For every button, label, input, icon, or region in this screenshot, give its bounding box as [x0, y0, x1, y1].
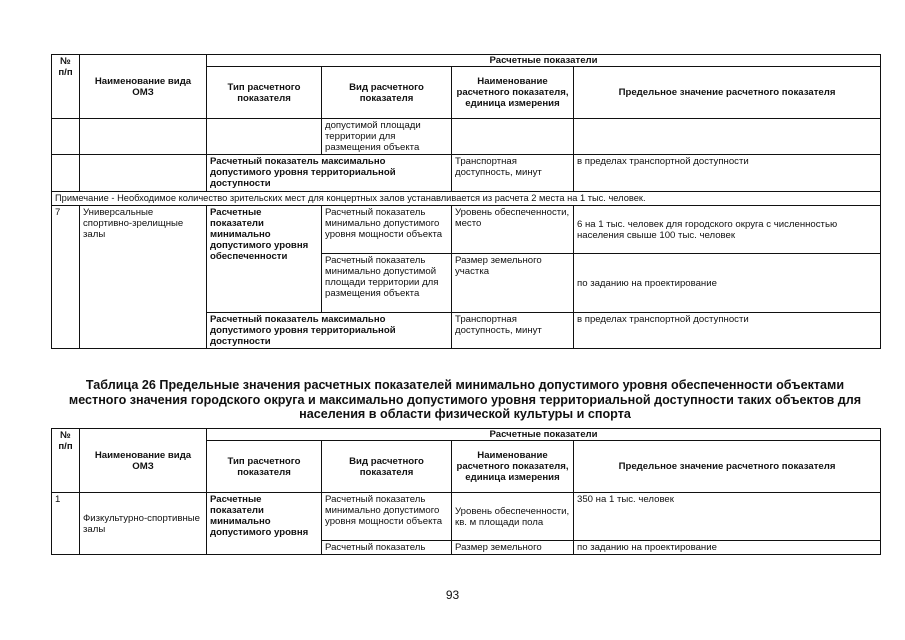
cell-indicator-kind: допустимой площади территории для размещения объекта [322, 119, 452, 155]
header-calculated-indicators: Расчетные показатели [207, 429, 881, 441]
cell-indicator-kind: Расчетный показатель минимально допустимой площади территории для размещения объекта [322, 254, 452, 313]
table-row [52, 119, 881, 155]
cell-empty [80, 119, 207, 155]
cell-indicator-unit: Размер земельного [452, 541, 574, 555]
header-indicator-kind: Вид расчетного показателя [322, 441, 452, 493]
header-row-1 [52, 429, 881, 441]
cell-empty [52, 119, 80, 155]
header-num: № п/п [52, 55, 80, 119]
page-number: 93 [445, 588, 460, 602]
cell-empty [574, 119, 881, 155]
header-indicator-kind: Вид расчетного показателя [322, 67, 452, 119]
table-caption: Таблица 26 Предельные значения расчетных показателей минимально допустимого уровня обеспеченности объектами местного значения городского округа и максимально допустимого уровня территориальной доступности таких объектов для населения в области физической культуры и спорта [68, 378, 862, 421]
cell-empty [80, 155, 207, 192]
cell-limit-value: по заданию на проектирование [574, 254, 881, 313]
cell-indicator-unit: Размер земельного участка [452, 254, 574, 313]
cell-empty [52, 155, 80, 192]
cell-transport-unit: Транспортная доступность, минут [452, 155, 574, 192]
header-num: № п/п [52, 429, 80, 493]
header-omz-name: Наименование вида ОМЗ [80, 55, 207, 119]
cell-indicator-unit: Уровень обеспеченности, кв. м площади пола [452, 493, 574, 541]
header-indicator-unit: Наименование расчетного показателя, единица измерения [452, 67, 574, 119]
header-limit-value: Предельное значение расчетного показателя [574, 67, 881, 119]
sports-indicators-table [51, 428, 881, 555]
table-row [52, 155, 881, 192]
cell-transport-type: Расчетный показатель максимально допустимого уровня территориальной доступности [207, 155, 452, 192]
note-row [52, 192, 881, 206]
header-indicator-type: Тип расчетного показателя [207, 67, 322, 119]
header-row-1 [52, 55, 881, 67]
header-limit-value: Предельное значение расчетного показателя [574, 441, 881, 493]
cell-indicator-type: Расчетные показатели минимально допустимого уровня [207, 493, 322, 555]
indicators-table-continued [51, 54, 881, 349]
cell-limit-value: 6 на 1 тыс. человек для городского округа с численностью населения свыше 100 тыс. человек [574, 206, 881, 254]
cell-indicator-unit: Уровень обеспеченности, место [452, 206, 574, 254]
cell-indicator-kind: Расчетный показатель минимально допустимого уровня мощности объекта [322, 493, 452, 541]
cell-empty [452, 119, 574, 155]
cell-omz-name: Физкультурно-спортивные залы [80, 493, 207, 555]
cell-row-number: 1 [52, 493, 80, 555]
table-note: Примечание - Необходимое количество зрительских мест для концертных залов устанавливается из расчета 2 места на 1 тыс. человек. [52, 192, 881, 206]
cell-transport-limit: в пределах транспортной доступности [574, 155, 881, 192]
header-omz-name: Наименование вида ОМЗ [80, 429, 207, 493]
cell-indicator-kind: Расчетный показатель [322, 541, 452, 555]
cell-transport-unit: Транспортная доступность, минут [452, 313, 574, 349]
table-row-1 [52, 493, 881, 541]
cell-row-number: 7 [52, 206, 80, 349]
cell-transport-type: Расчетный показатель максимально допустимого уровня территориальной доступности [207, 313, 452, 349]
cell-omz-name: Универсальные спортивно-зрелищные залы [80, 206, 207, 349]
cell-limit-value: 350 на 1 тыс. человек [574, 493, 881, 541]
cell-empty [207, 119, 322, 155]
header-indicator-unit: Наименование расчетного показателя, единица измерения [452, 441, 574, 493]
cell-limit-value: по заданию на проектирование [574, 541, 881, 555]
cell-indicator-kind: Расчетный показатель минимально допустимого уровня мощности объекта [322, 206, 452, 254]
cell-transport-limit: в пределах транспортной доступности [574, 313, 881, 349]
cell-indicator-type: Расчетные показатели минимально допустимого уровня обеспеченности [207, 206, 322, 313]
header-indicator-type: Тип расчетного показателя [207, 441, 322, 493]
header-calculated-indicators: Расчетные показатели [207, 55, 881, 67]
table-row-7 [52, 206, 881, 254]
